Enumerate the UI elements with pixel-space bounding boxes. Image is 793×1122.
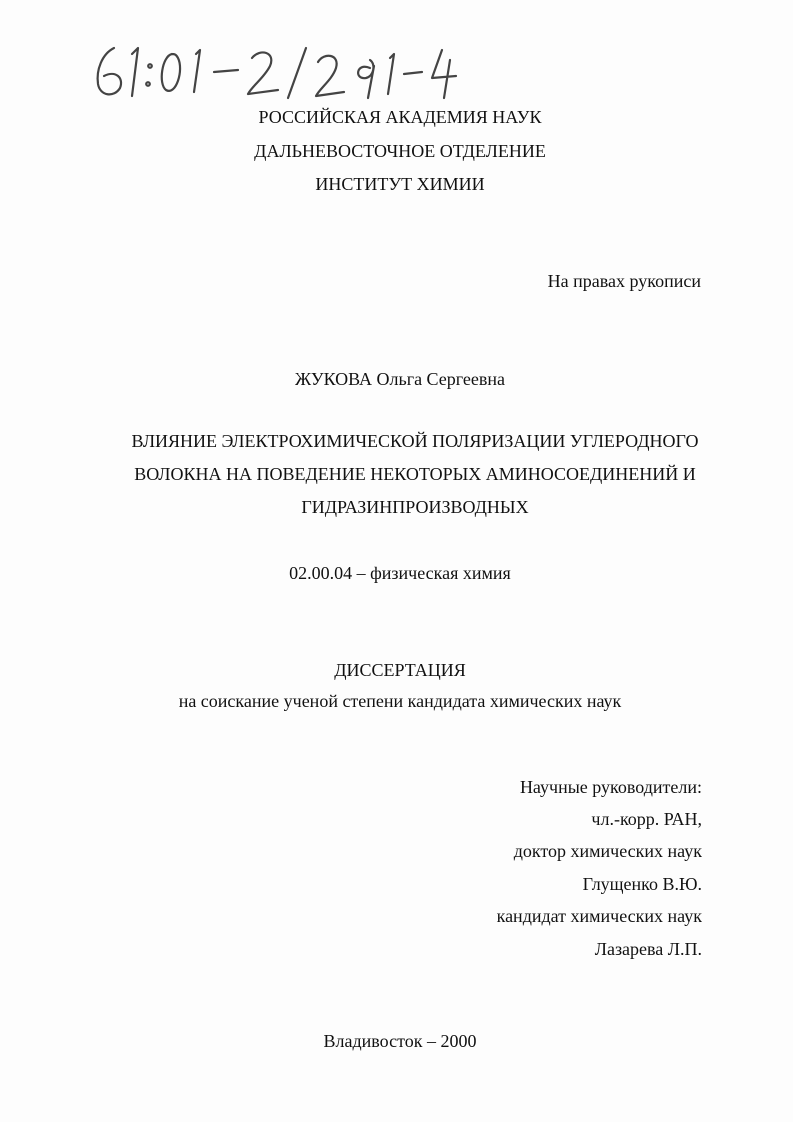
document-type: ДИССЕРТАЦИЯ — [334, 660, 466, 680]
supervisor-line: доктор химических наук — [513, 841, 702, 861]
supervisor-line: чл.-корр. РАН, — [591, 809, 702, 829]
thesis-title-line-2: ВОЛОКНА НА ПОВЕДЕНИЕ НЕКОТОРЫХ АМИНОСОЕДИНЕНИЙ И — [134, 464, 696, 484]
supervisor-line: Глущенко В.Ю. — [582, 874, 702, 894]
organization-academy: РОССИЙСКАЯ АКАДЕМИЯ НАУК — [258, 107, 542, 127]
degree-statement: на соискание ученой степени кандидата химических наук — [178, 691, 622, 711]
place-and-year: Владивосток – 2000 — [323, 1031, 477, 1051]
author-name: ЖУКОВА Ольга Сергеевна — [294, 369, 506, 389]
thesis-title-line-3: ГИДРАЗИНПРОИЗВОДНЫХ — [301, 497, 529, 517]
supervisor-line: Лазарева Л.П. — [594, 939, 702, 959]
manuscript-note: На правах рукописи — [547, 271, 701, 291]
specialty-code: 02.00.04 – физическая химия — [289, 563, 511, 583]
supervisors-heading: Научные руководители: — [519, 777, 702, 797]
organization-institute: ИНСТИТУТ ХИМИИ — [315, 174, 485, 194]
handwritten-archive-code — [92, 40, 472, 102]
thesis-title-line-1: ВЛИЯНИЕ ЭЛЕКТРОХИМИЧЕСКОЙ ПОЛЯРИЗАЦИИ УГЛЕРОДНОГО — [131, 431, 699, 451]
supervisor-line: кандидат химических наук — [496, 906, 702, 926]
organization-branch: ДАЛЬНЕВОСТОЧНОЕ ОТДЕЛЕНИЕ — [254, 141, 546, 161]
